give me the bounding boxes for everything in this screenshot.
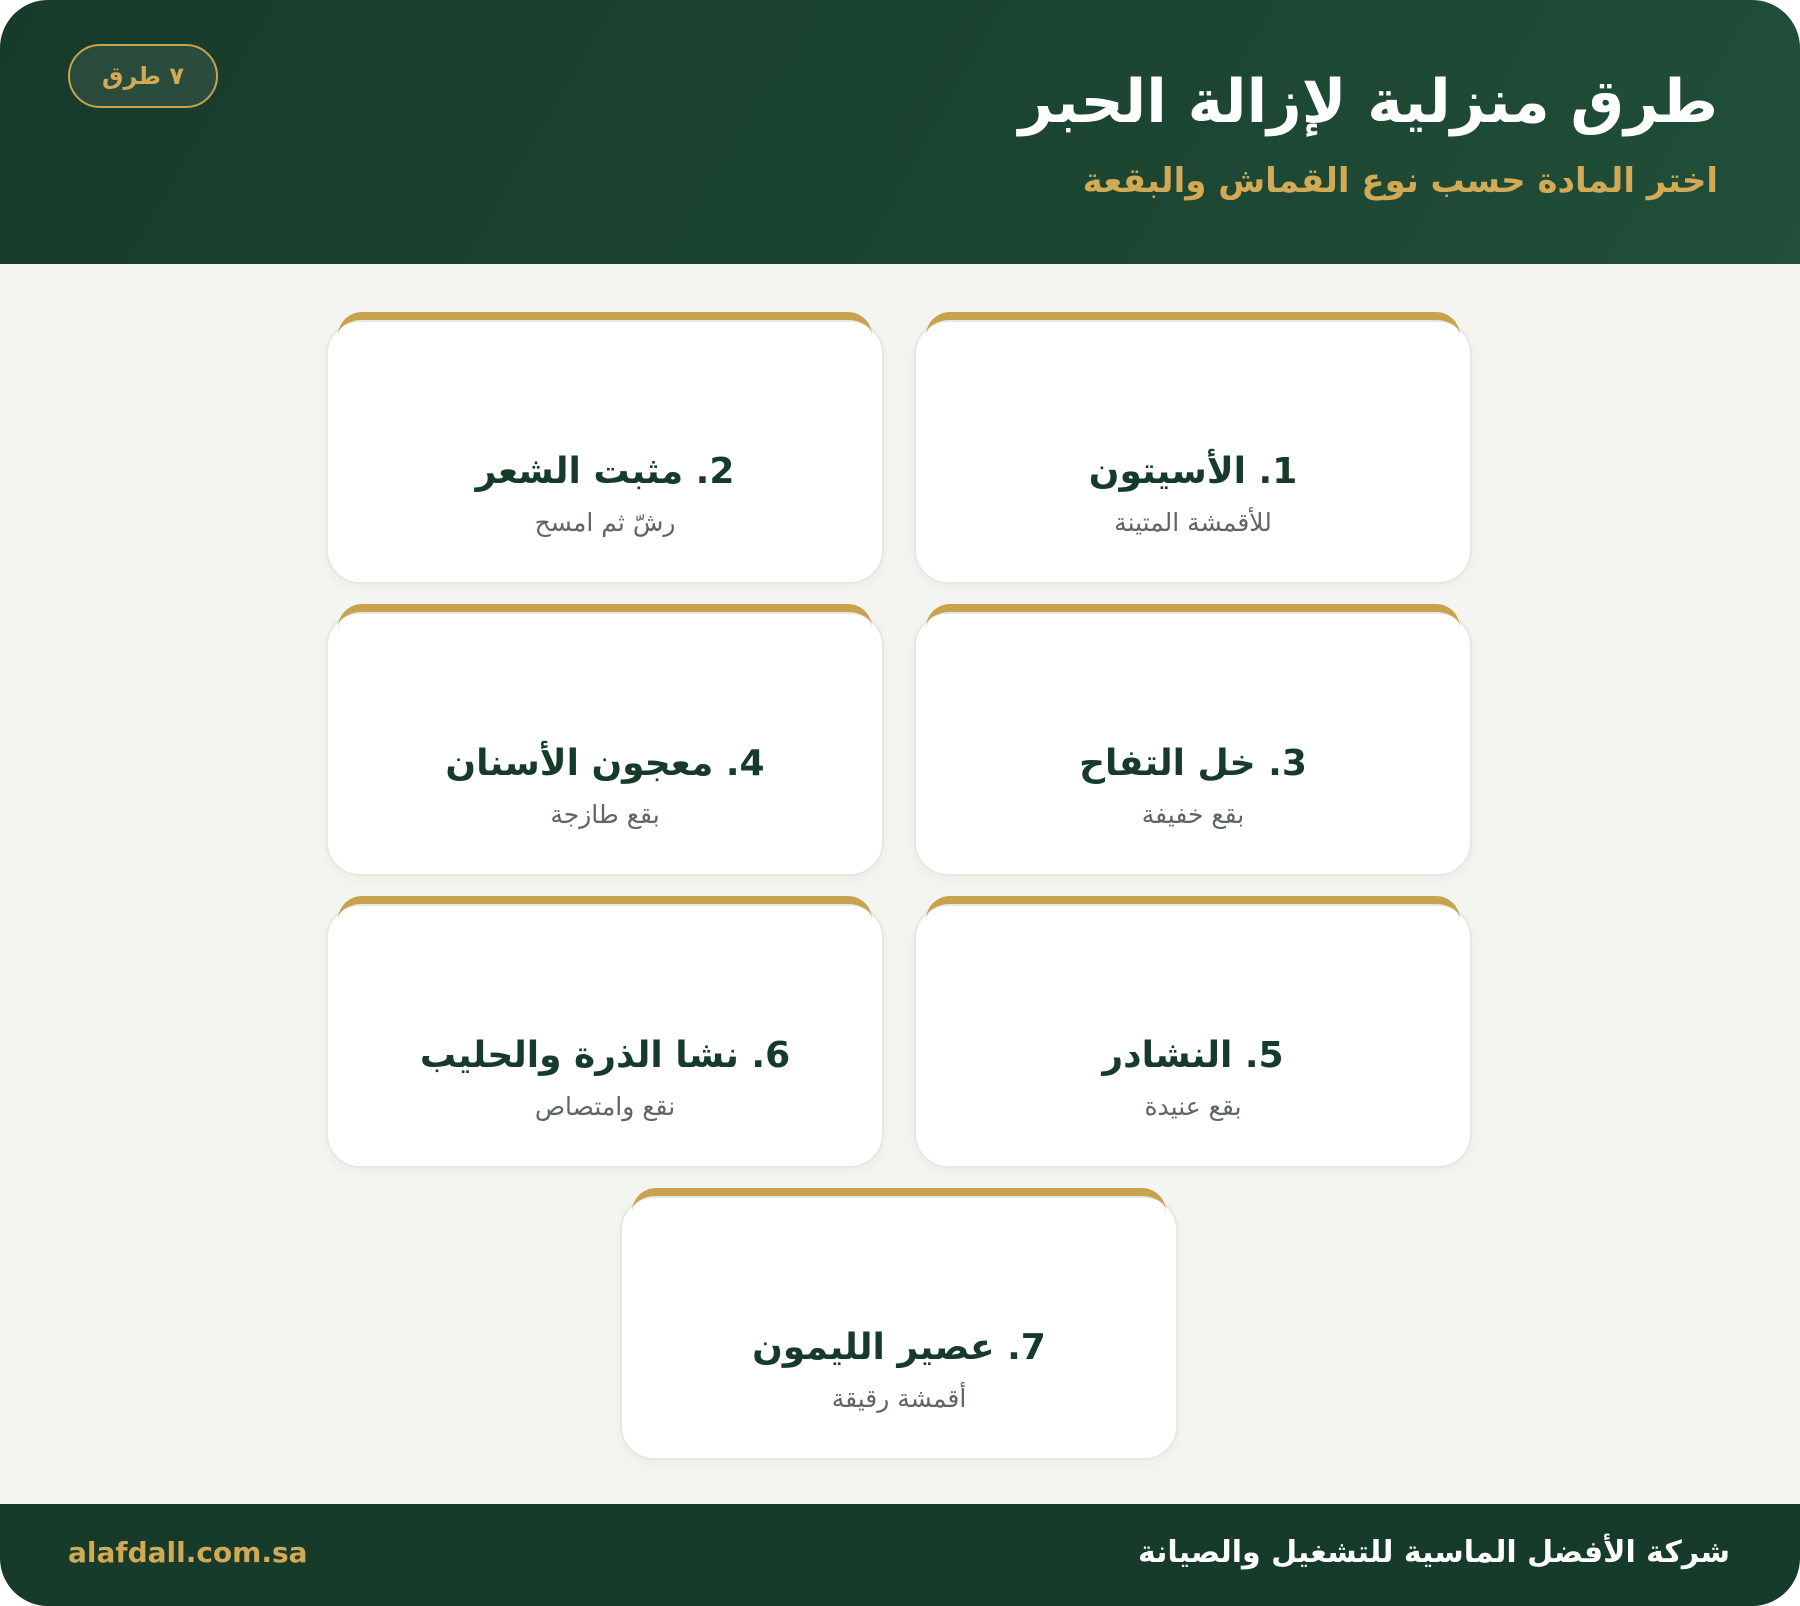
method-title: 1. الأسيتون bbox=[1088, 451, 1298, 492]
page-title: طرق منزلية لإزالة الحبر bbox=[1018, 67, 1718, 137]
method-card-cornstarch-milk bbox=[326, 904, 884, 1168]
footer-bar bbox=[0, 1504, 1800, 1606]
method-title: 6. نشا الذرة والحليب bbox=[419, 1035, 791, 1076]
method-card-acetone bbox=[914, 320, 1472, 584]
page-subtitle: اختر المادة حسب نوع القماش والبقعة bbox=[1082, 161, 1718, 201]
website-link[interactable]: alafdall.com.sa bbox=[68, 1536, 308, 1569]
method-card-lemon-juice bbox=[620, 1196, 1178, 1460]
methods-count-badge: ٧ طرق bbox=[68, 44, 218, 108]
method-title: 5. النشادر bbox=[1102, 1035, 1284, 1076]
method-description: بقع عنيدة bbox=[1144, 1092, 1242, 1121]
method-card-toothpaste bbox=[326, 612, 884, 876]
method-title: 4. معجون الأسنان bbox=[445, 743, 765, 784]
company-name: شركة الأفضل الماسية للتشغيل والصيانة bbox=[1137, 1535, 1730, 1570]
method-description: بقع طازجة bbox=[550, 800, 660, 829]
method-description: نقع وامتصاص bbox=[534, 1092, 676, 1121]
method-description: بقع خفيفة bbox=[1141, 800, 1245, 829]
method-title: 3. خل التفاح bbox=[1079, 743, 1307, 784]
method-card-ammonia bbox=[914, 904, 1472, 1168]
method-description: للأقمشة المتينة bbox=[1114, 508, 1272, 537]
method-card-hair-spray bbox=[326, 320, 884, 584]
method-card-apple-cider-vinegar bbox=[914, 612, 1472, 876]
method-title: 2. مثبت الشعر bbox=[475, 451, 735, 492]
method-description: رشّ ثم امسح bbox=[534, 508, 676, 537]
method-title: 7. عصير الليمون bbox=[752, 1327, 1046, 1368]
method-description: أقمشة رقيقة bbox=[831, 1384, 967, 1413]
